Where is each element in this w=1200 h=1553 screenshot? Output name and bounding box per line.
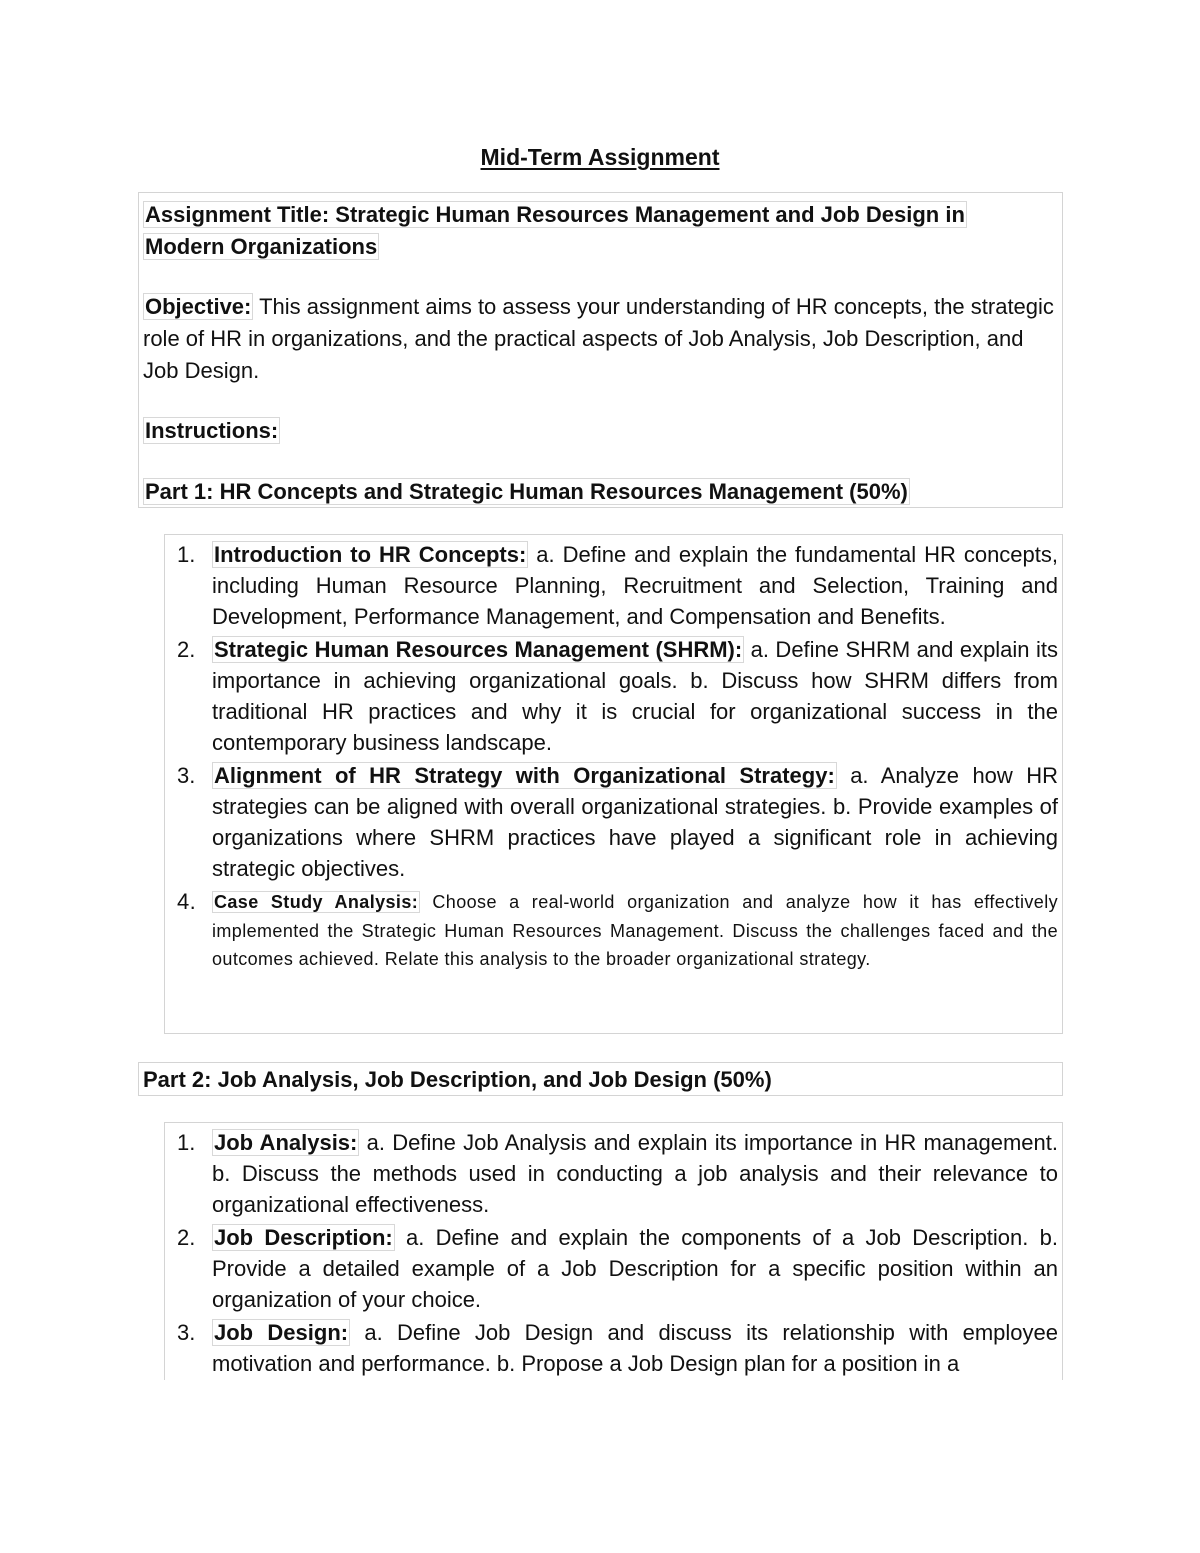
objective-text: This assignment aims to assess your understanding of HR concepts, the strategic role of HR in organizations, and the practical aspects of Job Analysis, Job Description, and Job Design. bbox=[143, 294, 1054, 383]
objective-paragraph bbox=[143, 291, 1058, 387]
part1-item-2 bbox=[165, 634, 1062, 758]
assignment-title bbox=[143, 199, 1058, 263]
item-text: a. Define SHRM and explain its importance in achieving organizational goals. b. Discuss how SHRM differs from traditional HR practices and why it is crucial for organizational success in the contemporary business landscape. bbox=[212, 637, 1058, 755]
item-text: a. Define Job Design and discuss its relationship with employee motivation and performance. b. Propose a Job Design plan for a position in a bbox=[212, 1320, 1059, 1376]
part1-item-1 bbox=[165, 539, 1062, 632]
item-label: Job Description: bbox=[214, 1225, 393, 1250]
item-label: Job Design: bbox=[214, 1320, 349, 1345]
part2-item-1 bbox=[165, 1127, 1062, 1220]
item-label: Alignment of HR Strategy with Organizational Strategy: bbox=[214, 763, 835, 788]
part2-list-block bbox=[164, 1122, 1063, 1380]
objective-label: Objective: bbox=[145, 294, 252, 319]
item-text: a. Define and explain the fundamental HR concepts, including Human Resource Planning, Recruitment and Selection, Training and Development, Performance Management, and Compensation and Benefits. bbox=[212, 542, 1059, 629]
list-number: 2. bbox=[177, 1225, 196, 1250]
item-text: a. Analyze how HR strategies can be aligned with overall organizational strategies. b. Provide examples of organizations where SHRM practices have played a significant role in achieving strategic objectives. bbox=[212, 763, 1058, 881]
list-number: 3. bbox=[177, 763, 196, 788]
list-number: 3. bbox=[177, 1320, 196, 1345]
assignment-title-line2: Modern Organizations bbox=[145, 234, 378, 259]
list-number: 1. bbox=[177, 1130, 196, 1155]
part1-item-3 bbox=[165, 760, 1062, 884]
part2-list bbox=[165, 1123, 1062, 1379]
part1-heading: Part 1: HR Concepts and Strategic Human Resources Management (50%) bbox=[145, 479, 908, 504]
part2-heading: Part 2: Job Analysis, Job Description, and Job Design (50%) bbox=[143, 1067, 772, 1092]
item-label: Introduction to HR Concepts: bbox=[214, 542, 527, 567]
list-number: 4. bbox=[177, 889, 197, 914]
assignment-header-block bbox=[138, 192, 1063, 508]
instructions-paragraph bbox=[143, 415, 1058, 447]
item-label: Strategic Human Resources Management (SHRM): bbox=[214, 637, 743, 662]
part1-heading-paragraph bbox=[143, 476, 1058, 508]
item-label: Case Study Analysis: bbox=[214, 892, 419, 912]
part1-list bbox=[165, 535, 1062, 974]
assignment-title-line1: Assignment Title: Strategic Human Resources Management and Job Design in bbox=[145, 202, 965, 227]
part1-item-4 bbox=[165, 888, 1062, 974]
item-text: a. Define and explain the components of a Job Description. b. Provide a detailed example of a Job Description for a specific position within an organization of your choice. bbox=[212, 1225, 1058, 1312]
list-number: 2. bbox=[177, 637, 196, 662]
part2-heading-block bbox=[138, 1062, 1063, 1096]
item-text: a. Define Job Analysis and explain its importance in HR management. b. Discuss the methods used in conducting a job analysis and their relevance to organizational effectiveness. bbox=[212, 1130, 1058, 1217]
part2-heading-paragraph bbox=[143, 1067, 1058, 1093]
instructions-label: Instructions: bbox=[145, 418, 279, 443]
document-title: Mid-Term Assignment bbox=[480, 144, 720, 170]
list-number: 1. bbox=[177, 542, 196, 567]
item-text: Choose a real-world organization and analyze how it has effectively implemented the Strategic Human Resources Management. Discuss the challenges faced and the outcomes achieved. Relate this analysis to the broader organizational strategy. bbox=[212, 892, 1058, 969]
part2-item-2 bbox=[165, 1222, 1062, 1315]
part1-list-block bbox=[164, 534, 1063, 1034]
part2-item-3 bbox=[165, 1317, 1062, 1379]
item-label: Job Analysis: bbox=[214, 1130, 358, 1155]
